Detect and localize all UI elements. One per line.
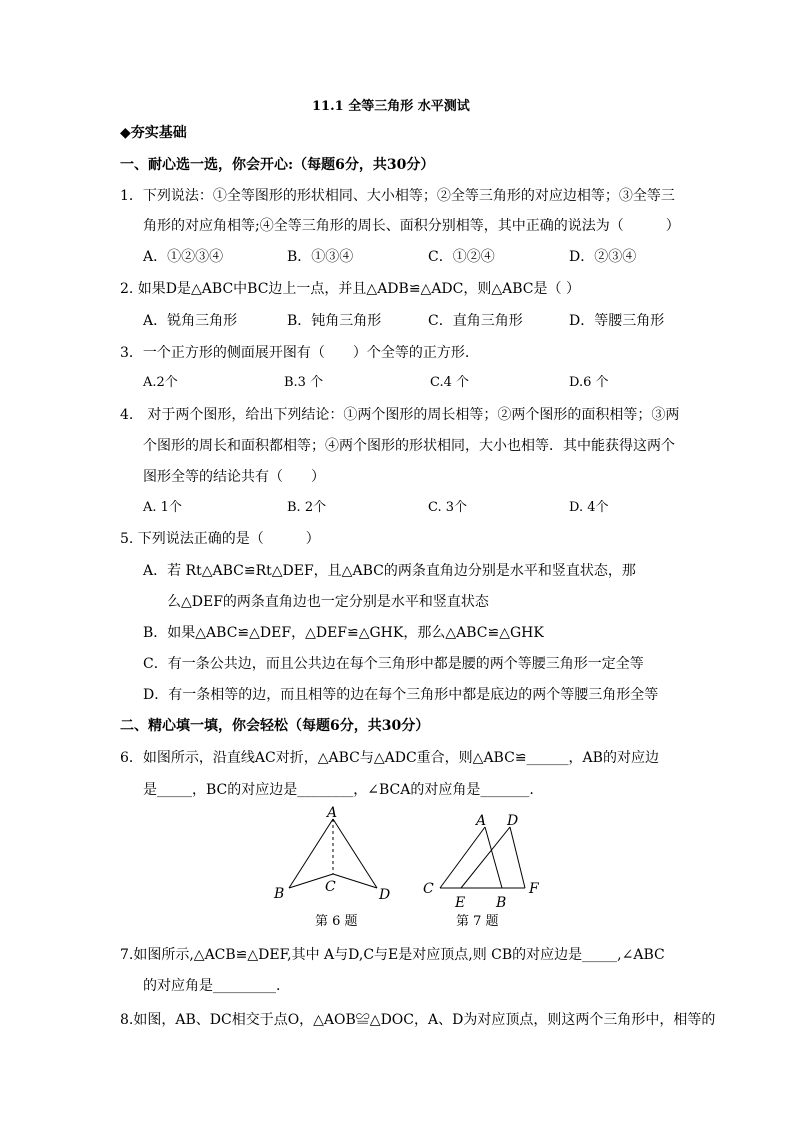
part1-header: 一、耐心选一选，你会开心:（每题6分，共30分）	[120, 157, 435, 173]
q6-line1: 6．如图所示，沿直线AC对折，△ABC与△ADC重合，则△ABC≌______，AB的对应边	[120, 750, 659, 766]
fig6-label-b: B	[274, 886, 285, 902]
section-label: ◆夯实基础	[120, 125, 187, 141]
q1-option-a: A．①②③④	[143, 249, 224, 265]
q3-option-c: C.4 个	[430, 375, 470, 390]
q2-option-b: B．钝角三角形	[287, 313, 382, 329]
q5-option-a-line1: A．若 Rt△ABC≌Rt△DEF，且△ABC的两条直角边分别是水平和竖直状态，那	[143, 563, 636, 579]
q4-option-c: C. 3个	[428, 500, 468, 515]
part2-header: 二、精心填一填，你会轻松（每题6分，共30分）	[120, 718, 430, 734]
fig7-label-a: A	[476, 813, 487, 829]
q5-option-c: C．有一条公共边，而且公共边在每个三角形中都是腰的两个等腰三角形一定全等	[143, 656, 644, 672]
fig6-label-d: D	[379, 887, 391, 903]
q1-option-c: C．①②④	[428, 249, 495, 265]
fig7-label-d: D	[507, 813, 519, 829]
q8-line1: 8.如图，AB、DC相交于点O，△AOB≌△DOC，A、D为对应顶点，则这两个三角形中，相等的	[120, 1012, 716, 1028]
q7-line2: 的对应角是_________.	[143, 978, 281, 994]
fig7-edge-df	[510, 827, 525, 888]
q1-line1: 1．下列说法：①全等图形的形状相同、大小相等；②全等三角形的对应边相等；③全等三	[120, 188, 675, 204]
q1-line2: 角形的对应角相等;④全等三角形的周长、面积分别相等，其中正确的说法为（ ）	[143, 218, 680, 234]
q4-option-b: B. 2个	[287, 500, 327, 515]
q2-option-a: A．锐角三角形	[143, 313, 238, 329]
fig6-edge-dc	[333, 874, 377, 888]
q7-line1: 7.如图所示,△ACB≌△DEF,其中 A与D,C与E是对应顶点,则 CB的对应边是_____,∠ABC	[120, 947, 665, 963]
q1-option-d: D．②③④	[569, 249, 637, 265]
q2-line1: 2. 如果D是△ABC中BC边上一点，并且△ADB≌△ADC，则△ABC是（ ）	[120, 281, 580, 297]
q3-option-d: D.6 个	[569, 375, 609, 390]
q3-option-a: A.2个	[143, 375, 178, 390]
q4-option-a: A. 1个	[143, 500, 182, 515]
q4-line3: 图形全等的结论共有（ ）	[143, 469, 325, 485]
page-title: 11.1 全等三角形 水平测试	[312, 99, 470, 114]
fig7-label-f: F	[529, 881, 539, 897]
fig7-label-b: B	[496, 895, 507, 911]
fig7-edge-de	[461, 827, 510, 888]
q2-option-c: C．直角三角形	[428, 313, 523, 329]
figure-7-diagram	[415, 805, 555, 915]
figure-6-caption: 第 6 题	[315, 914, 358, 929]
figure-6-diagram	[265, 800, 405, 910]
q1-option-b: B．①③④	[287, 249, 354, 265]
q5-option-d: D．有一条相等的边，而且相等的边在每个三角形中都是底边的两个等腰三角形全等	[143, 687, 659, 703]
q5-line1: 5. 下列说法正确的是（ ）	[120, 531, 320, 547]
fig7-label-c: C	[423, 881, 434, 897]
fig7-label-e: E	[455, 895, 466, 911]
q5-option-a-line2: 么△DEF的两条直角边也一定分别是水平和竖直状态	[167, 594, 489, 610]
fig6-label-a: A	[327, 805, 338, 821]
q4-option-d: D. 4个	[569, 500, 609, 515]
q6-line2: 是_____，BC的对应边是________，∠BCA的对应角是_______.	[143, 782, 534, 798]
fig7-edge-ac	[440, 827, 485, 888]
q4-line2: 个图形的周长和面积都相等；④两个图形的形状相同，大小也相等．其中能获得这两个	[143, 438, 675, 454]
q2-option-d: D．等腰三角形	[569, 313, 665, 329]
fig7-edge-ab	[485, 827, 502, 888]
q3-line1: 3．一个正方形的侧面展开图有（ ）个全等的正方形.	[120, 345, 470, 361]
q4-line1: 4. 对于两个图形，给出下列结论：①两个图形的周长相等；②两个图形的面积相等；③两	[120, 407, 680, 423]
fig6-edge-ad	[333, 819, 377, 888]
fig6-edge-ab	[289, 819, 333, 888]
figure-7-caption: 第 7 题	[456, 914, 499, 929]
fig6-label-c: C	[325, 879, 336, 895]
q5-option-b: B．如果△ABC≌△DEF，△DEF≌△GHK，那么△ABC≌△GHK	[143, 625, 544, 641]
q3-option-b: B.3 个	[284, 375, 324, 390]
